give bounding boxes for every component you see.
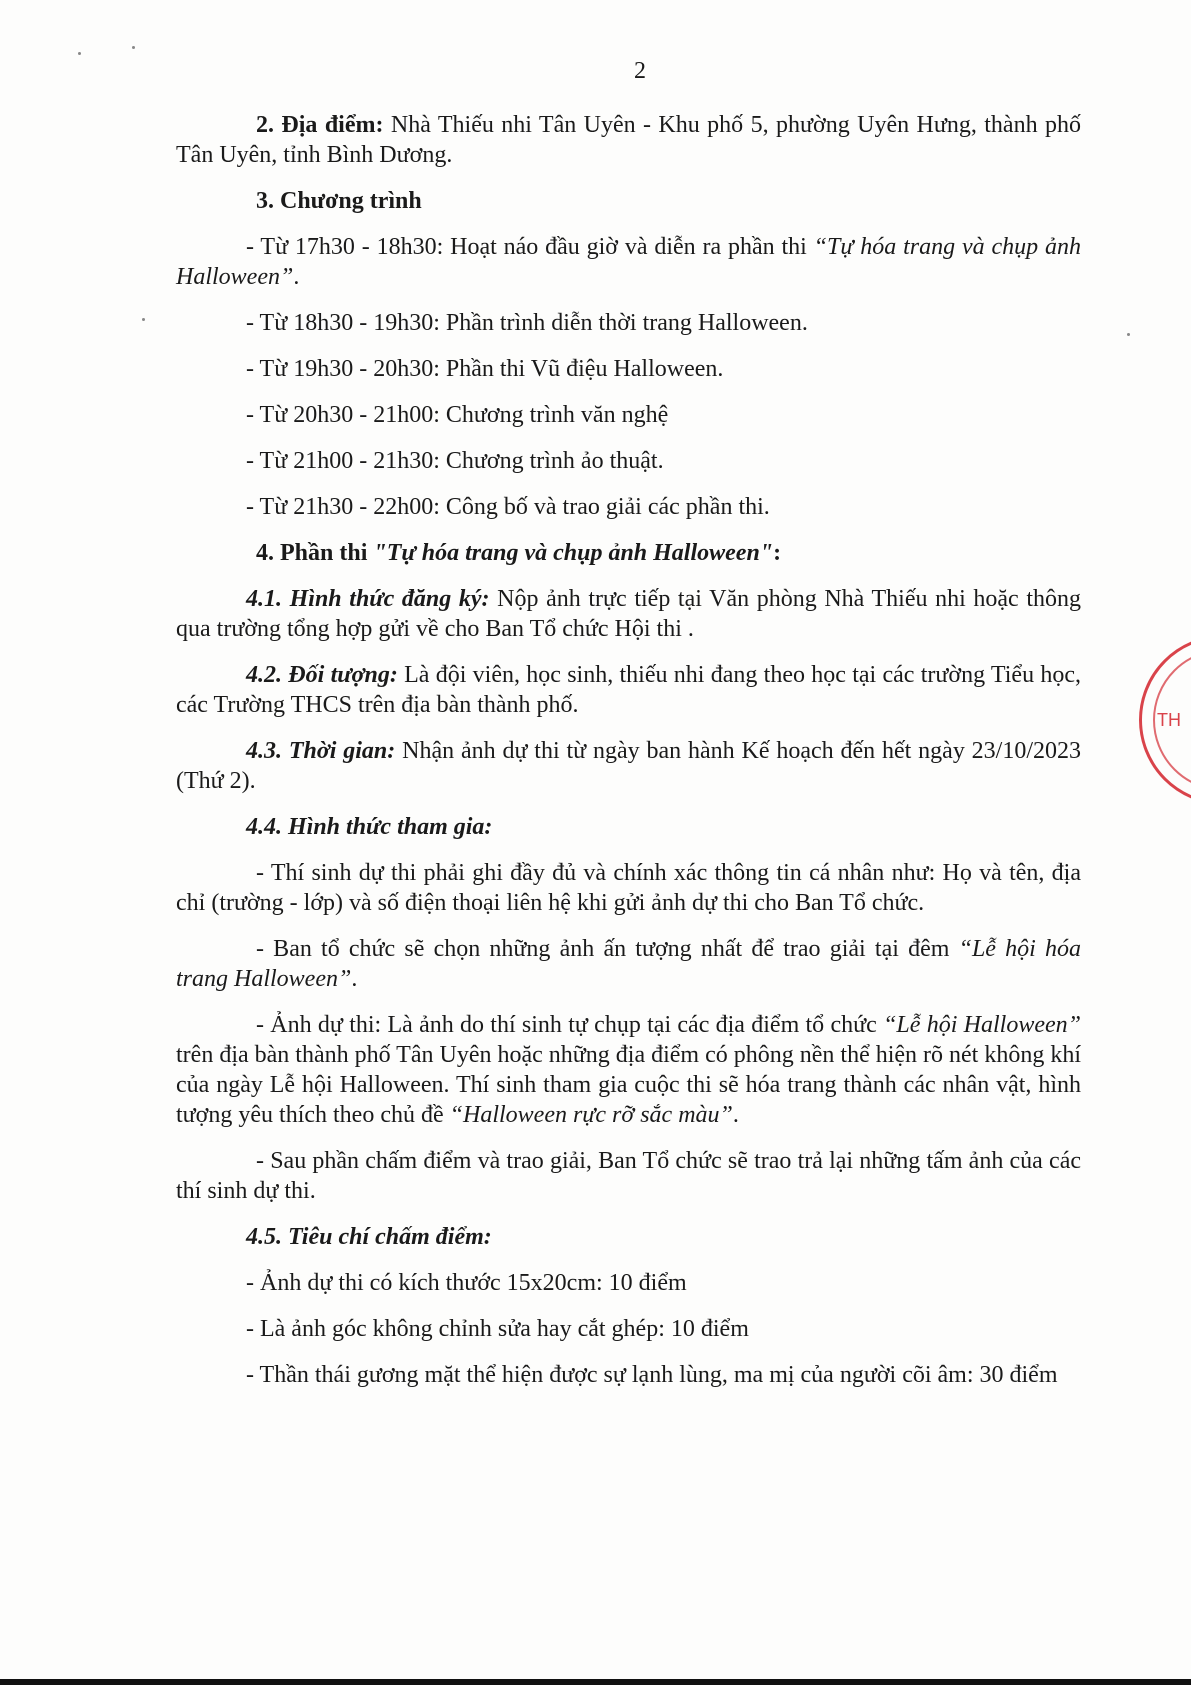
participation-rule-2-post: .: [351, 966, 358, 992]
registration-paragraph: [176, 584, 1081, 644]
participation-rule-3: [176, 1010, 1081, 1130]
participation-rule-2: [176, 934, 1081, 994]
participation-rule-3-italic-1: “Lễ hội Halloween”: [883, 1012, 1081, 1038]
criteria-item-1: - Ảnh dự thi có kích thước 15x20cm: 10 điểm: [246, 1270, 687, 1296]
page-bottom-edge: [0, 1679, 1191, 1685]
participation-rule-3-text: - Ảnh dự thi: Là ảnh do thí sinh tự chụp tại các địa điểm tổ chức: [256, 1012, 884, 1038]
program-item-1-italic: “Tự hóa trang và chụp ảnh Halloween”: [176, 234, 1081, 290]
time-label: 4.3. Thời gian:: [246, 738, 396, 764]
time-text: Nhận ảnh dự thi từ ngày ban hành Kế hoạch đến hết ngày 23/10/2023 (Thứ 2).: [176, 738, 1081, 794]
criteria-item-3: - Thần thái gương mặt thể hiện được sự lạnh lùng, ma mị của người cõi âm: 30 điểm: [246, 1362, 1058, 1388]
participation-heading: 4.4. Hình thức tham gia:: [246, 814, 493, 840]
registration-text: Nộp ảnh trực tiếp tại Văn phòng Nhà Thiếu nhi hoặc thông qua trường tổng hợp gửi về cho Ban Tổ chức Hội thi .: [176, 586, 1081, 642]
program-item-3: - Từ 19h30 - 20h30: Phần thi Vũ điệu Halloween.: [246, 356, 724, 382]
program-item-1-post: .: [293, 264, 300, 290]
participation-rule-3-italic-2: “Halloween rực rỡ sắc màu”: [449, 1102, 733, 1128]
contest-heading-italic: "Tự hóa trang và chụp ảnh Halloween": [373, 540, 774, 566]
contest-heading-text: 4. Phần thi: [256, 540, 374, 566]
program-item-6: - Từ 21h30 - 22h00: Công bố và trao giải các phần thi.: [246, 494, 770, 520]
location-text: Nhà Thiếu nhi Tân Uyên - Khu phố 5, phường Uyên Hưng, thành phố Tân Uyên, tỉnh Bình Dương.: [176, 112, 1081, 168]
program-item-1-text: - Từ 17h30 - 18h30: Hoạt náo đầu giờ và diễn ra phần thi: [246, 234, 814, 260]
program-item-2: - Từ 18h30 - 19h30: Phần trình diễn thời trang Halloween.: [246, 310, 808, 336]
criteria-item-2: - Là ảnh góc không chỉnh sửa hay cắt ghép: 10 điểm: [246, 1316, 749, 1342]
participation-rule-3-post: .: [732, 1102, 739, 1128]
contest-heading: [176, 538, 1081, 568]
scan-speck: [78, 52, 81, 55]
scan-speck: [142, 318, 145, 321]
scan-speck: [132, 46, 135, 49]
program-item-5: - Từ 21h00 - 21h30: Chương trình ảo thuật.: [246, 448, 664, 474]
location-label: 2. Địa điểm:: [256, 112, 384, 138]
page-number: 2: [634, 58, 646, 84]
section-location: [176, 110, 1081, 170]
scan-speck: [1127, 333, 1130, 336]
eligibility-paragraph: [176, 660, 1081, 720]
time-paragraph: [176, 736, 1081, 796]
program-heading: 3. Chương trình: [256, 188, 422, 214]
participation-rule-3-mid: trên địa bàn thành phố Tân Uyên hoặc những địa điểm có phông nền thể hiện rõ nét không khí của ngày Lễ hội Halloween. Thí sinh tham gia cuộc thi sẽ hóa trang thành các nhân vật, hình tượng yêu thích theo chủ đề: [176, 1042, 1082, 1128]
red-seal-stamp: [1131, 625, 1191, 825]
participation-rule-1: - Thí sinh dự thi phải ghi đầy đủ và chính xác thông tin cá nhân như: Họ và tên, địa chỉ (trường - lớp) và số điện thoại liên hệ khi gửi ảnh dự thi cho Ban Tổ chức.: [176, 860, 1081, 916]
registration-label: 4.1. Hình thức đăng ký:: [246, 586, 490, 612]
program-item-4: - Từ 20h30 - 21h00: Chương trình văn nghệ: [246, 402, 669, 428]
program-item-1: [176, 232, 1081, 292]
participation-rule-4: - Sau phần chấm điểm và trao giải, Ban Tổ chức sẽ trao trả lại những tấm ảnh của các thí sinh dự thi.: [176, 1148, 1081, 1204]
stamp-text: TH: [1157, 710, 1181, 730]
document-body: [176, 110, 1081, 1406]
eligibility-label: 4.2. Đối tượng:: [246, 662, 398, 688]
eligibility-text: Là đội viên, học sinh, thiếu nhi đang theo học tại các trường Tiểu học, các Trường THCS trên địa bàn thành phố.: [176, 662, 1082, 718]
contest-heading-post: :: [773, 540, 782, 566]
participation-rule-2-italic: “Lễ hội hóa trang Halloween”: [176, 936, 1082, 992]
criteria-heading: 4.5. Tiêu chí chấm điểm:: [246, 1224, 492, 1250]
participation-rule-2-text: - Ban tổ chức sẽ chọn những ảnh ấn tượng nhất để trao giải tại đêm: [256, 936, 959, 962]
